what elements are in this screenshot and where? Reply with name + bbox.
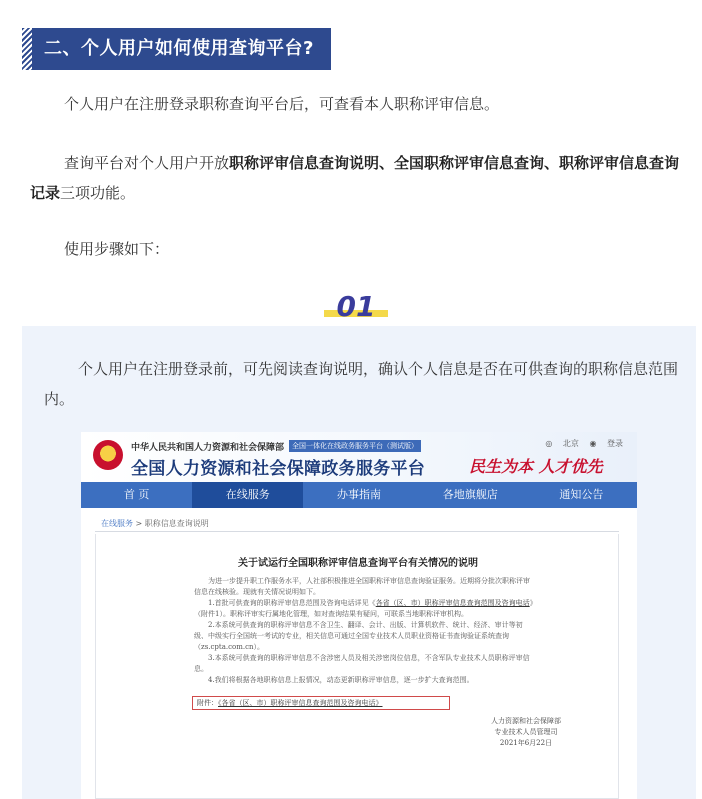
breadcrumb-link[interactable]: 在线服务 [101, 519, 133, 528]
nav-local-stores[interactable]: 各地旗舰店 [442, 488, 498, 501]
intro-paragraph-2 [30, 148, 690, 208]
breadcrumb [101, 518, 209, 529]
notice-paragraph-3: 2.本系统可供查询的职称评审信息不含卫生、翻译、会计、出版、计算机软件、统计、经济、审计等初级、中级实行全国统一考试的专业，相关信息可通过全国专业技术人员职业资格证书查询验证系统查询（zs.cpta.com.cn）。 [194, 621, 523, 651]
intro-p2-bold: 职称评审信息查询说明、全国职称评审信息查询、职称评审信息查询记录 [30, 154, 680, 202]
national-emblem-icon [93, 440, 123, 470]
nav-online-service[interactable]: 在线服务 [192, 482, 303, 508]
header-stripe-decoration [22, 28, 32, 70]
notice-p2-end: 》（附件1）。职称评审实行属地化管理，如对查询结果有疑问，可联系当地职称评审机构。 [194, 599, 534, 618]
notice-paragraph-1: 为进一步提升职工作服务水平，人社部积极推进全国职称评审信息查询验证服务。近期将分批次职称评审信息在线核验。现就有关情况说明如下。 [194, 577, 530, 596]
notice-p2-start: 1.首批可供查询的职称评审信息范围及咨询电话详见《 [208, 599, 376, 607]
notice-attachment [192, 696, 450, 710]
attachment-link[interactable]: 《各省（区、市）职称评审信息查询范围及咨询电话》 [218, 699, 383, 707]
breadcrumb-separator: > [133, 519, 145, 528]
site-slogan: 民生为本 人才优先 [469, 457, 603, 476]
notice-p2-link[interactable]: 各省（区、市）职称评审信息查询范围及咨询电话 [375, 599, 530, 607]
nav-notices[interactable]: 通知公告 [559, 488, 604, 501]
login-link[interactable]: ◉ 登录 [589, 439, 623, 448]
login-label: 登录 [607, 439, 623, 448]
site-tag-badge: 全国一体化在线政务服务平台（测试版） [289, 440, 421, 452]
notice-paragraph-4: 3.本系统可供查询的职称评审信息不含涉密人员及相关涉密岗位信息，不含军队专业技术人员职称评审信息。 [194, 654, 530, 673]
intro-p2-prefix: 查询平台对个人用户开放 [64, 154, 230, 172]
step-marker [318, 290, 394, 324]
site-nav [81, 482, 637, 508]
section-header [22, 28, 331, 70]
signature-org-1: 人力资源和社会保障部 [491, 717, 561, 725]
notice-paragraph-5: 4.我们将根据各地职称信息上报情况，动态更新职称评审信息，逐一步扩大查询范围。 [208, 676, 474, 684]
location-label: 北京 [562, 439, 579, 448]
notice-paragraph-2 [194, 598, 536, 620]
notice-title: 关于试运行全国职称评审信息查询平台有关情况的说明 [238, 558, 478, 569]
notice-signature [466, 716, 586, 749]
panel-text: 个人用户在注册登录前，可先阅读查询说明，确认个人信息是否在可供查询的职称信息范围内。 [44, 360, 679, 408]
notice-document [95, 534, 619, 799]
nav-guide[interactable]: 办事指南 [337, 488, 381, 501]
location-selector[interactable]: ◎ 北京 [545, 439, 579, 448]
step-panel [22, 326, 696, 799]
site-toolbar [537, 438, 623, 449]
attachment-prefix: 附件： [197, 699, 218, 707]
site-ministry: 中华人民共和国人力资源和社会保障部 [131, 443, 285, 453]
section-title: 二、个人用户如何使用查询平台? [32, 28, 331, 70]
website-screenshot [81, 432, 637, 799]
intro-p2-suffix: 三项功能。 [60, 184, 136, 202]
site-header [81, 432, 637, 482]
breadcrumb-divider [95, 531, 619, 532]
intro-paragraph-1: 个人用户在注册登录职称查询平台后，可查看本人职称评审信息。 [64, 95, 500, 113]
intro-paragraph-3: 使用步骤如下： [64, 240, 170, 258]
notice-body [194, 576, 536, 686]
signature-org-2: 专业技术人员管理司 [494, 728, 558, 736]
nav-home[interactable]: 首 页 [123, 488, 150, 501]
signature-date: 2021年6月22日 [499, 739, 553, 747]
breadcrumb-current: 职称信息查询说明 [144, 519, 209, 528]
site-title: 全国人力资源和社会保障政务服务平台 [131, 459, 426, 479]
step-number: 01 [336, 290, 376, 323]
